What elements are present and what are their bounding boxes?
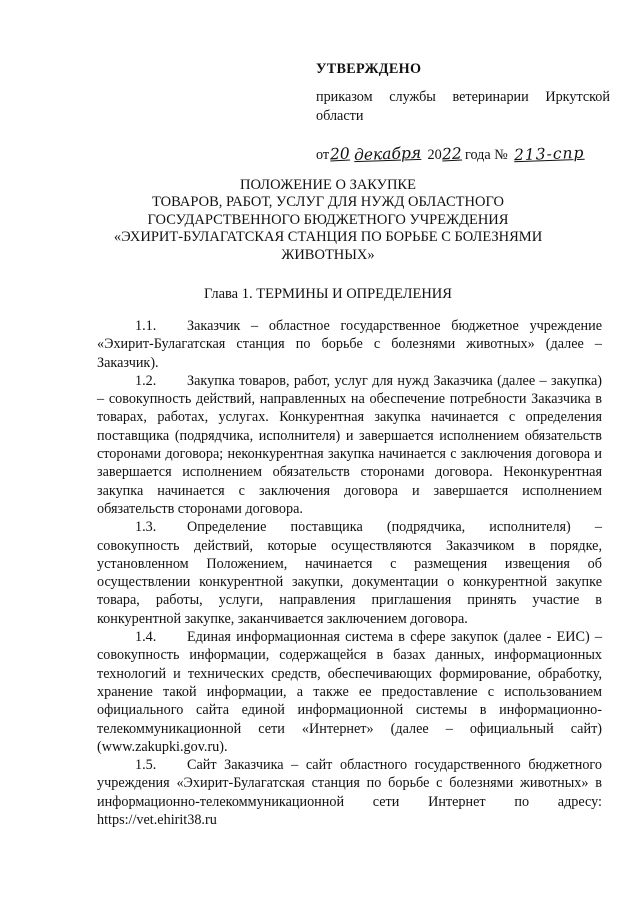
order-day: 20 bbox=[329, 144, 351, 164]
title-line: «ЭХИРИТ-БУЛАГАТСКАЯ СТАНЦИЯ ПО БОРЬБЕ С БОЛЕЗНЯМИ bbox=[113, 229, 543, 246]
approval-title: УТВЕРЖДЕНО bbox=[316, 61, 422, 77]
order-month: декабря bbox=[353, 143, 422, 165]
document-body bbox=[97, 317, 602, 829]
clause-text: Закупка товаров, работ, услуг для нужд Заказчика (далее – закупка) – совокупность действий, направленных на обеспечение потребности Заказчика в товарах, работах, услугах. Конкурентная закупка начинается с определения поставщика (подрядчика, исполнителя) и завершается исполнением обязательств сторонами договора; неконкурентная закупка начинается с заключения договора и завершается исполнением обязательств сторонами договора. Неконкурентная закупка начинается с заключения договора и завершается исполнением обязательств сторонами договора. bbox=[97, 372, 602, 517]
clause-1-2 bbox=[97, 372, 602, 518]
clause-number: 1.3. bbox=[135, 519, 157, 536]
approval-stamp bbox=[316, 60, 610, 165]
clause-text: Заказчик – областное государственное бюджетное учреждение «Эхирит-Булагатская станция по борьбе с болезнями животных» (далее – Заказчик). bbox=[97, 318, 602, 371]
chapter-heading: Глава 1. ТЕРМИНЫ И ОПРЕДЕЛЕНИЯ bbox=[204, 286, 452, 302]
order-prefix: от bbox=[316, 147, 330, 163]
title-line: ТОВАРОВ, РАБОТ, УСЛУГ ДЛЯ НУЖД ОБЛАСТНОГО bbox=[152, 194, 504, 211]
order-number: 213-спр bbox=[513, 143, 585, 165]
clause-1-1 bbox=[97, 317, 602, 372]
title-line: ЖИВОТНЫХ» bbox=[281, 246, 375, 263]
clause-1-4 bbox=[97, 628, 602, 756]
approval-authority: приказом службы ветеринарии Иркутской области bbox=[316, 89, 610, 124]
clause-1-5 bbox=[97, 756, 602, 829]
clause-number: 1.5. bbox=[135, 757, 157, 774]
clause-1-3 bbox=[97, 518, 602, 628]
clause-text: Единая информационная система в сфере закупок (далее - ЕИС) – совокупность информации, содержащейся в базах данных, информационных технологий и технических средств, обеспечивающих формирование, обработку, хранение такой информации, а также ее предоставление с использованием официального сайта единой информационной системы в информационно-телекоммуникационной сети «Интернет» (далее – официальный сайт) (www.zakupki.gov.ru). bbox=[97, 629, 602, 755]
clause-number: 1.2. bbox=[135, 372, 157, 389]
clause-number: 1.4. bbox=[135, 629, 157, 646]
clause-number: 1.1. bbox=[135, 318, 157, 334]
order-year-word: года № bbox=[465, 147, 508, 163]
order-year-suffix: 22 bbox=[441, 144, 462, 164]
document-title bbox=[98, 177, 558, 264]
order-reference bbox=[316, 144, 610, 165]
clause-text: Сайт Заказчика – сайт областного государственного бюджетного учреждения «Эхирит-Булагатская станция по борьбе с болезнями животных» в информационно-телекоммуникационной сети Интернет по адресу: https://vet.ehirit38.ru bbox=[97, 757, 602, 829]
title-line: ГОСУДАРСТВЕННОГО БЮДЖЕТНОГО УЧРЕЖДЕНИЯ bbox=[147, 211, 509, 228]
title-line: ПОЛОЖЕНИЕ О ЗАКУПКЕ bbox=[240, 177, 416, 193]
order-year-prefix: 20 bbox=[427, 147, 442, 163]
clause-text: Определение поставщика (подрядчика, исполнителя) – совокупность действий, которые осуществляются Заказчиком в порядке, установленном Положением, начинается с размещения извещения об осуществлении конкурентной закупки, документации о конкурентной закупке товара, работы, услуги, направления приглашения принять участие в конкурентной закупке, заканчивается заключением договора. bbox=[97, 519, 602, 627]
